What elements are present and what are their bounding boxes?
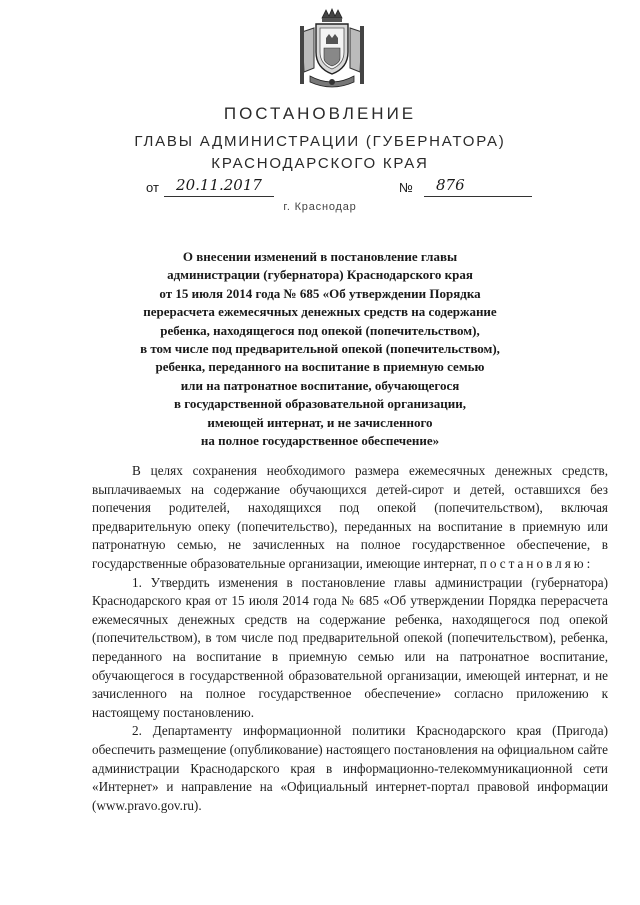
title-line: в государственной образовательной организации,: [174, 396, 466, 412]
title-line: от 15 июля 2014 года № 685 «Об утверждении Порядка: [159, 285, 481, 301]
issuer-line-1: ГЛАВЫ АДМИНИСТРАЦИИ (ГУБЕРНАТОРА): [134, 133, 506, 150]
title-line: перерасчета ежемесячных денежных средств на содержание: [143, 304, 497, 320]
number-field: [424, 176, 532, 197]
title-line: или на патронатное воспитание, обучающегося: [180, 377, 460, 393]
document-type: ПОСТАНОВЛЕНИЕ: [223, 104, 417, 123]
title-line: О внесении изменений в постановление главы: [182, 249, 458, 264]
title-line: ребенка, переданного на воспитание в приемную семью: [155, 359, 485, 375]
issuer-line-2: КРАСНОДАРСКОГО КРАЯ: [211, 155, 429, 172]
preamble-text: В целях сохранения необходимого размера ежемесячных денежных средств, выплачиваемых на содержание обучающихся детей-сирот и детей, оставшихся без попечения родителей, находящихся под опекой (попечительством), включая предварительную опеку (попечительство), переданных на воспитание в приемную или патронатную семью, не зачисленных на полное государственное обеспечение, в государственные образовательные организации, имеющие интернат,: [92, 463, 608, 571]
number-label: №: [399, 180, 413, 195]
city-label: г. Краснодар: [283, 201, 357, 213]
date-label: от: [146, 180, 159, 195]
resolution-title: [80, 248, 560, 450]
coat-of-arms-icon: [296, 8, 368, 90]
item-1-paragraph: 1. Утвердить изменения в постановление главы администрации (губернатора) Краснодарского края от 15 июля 2014 года № 685 «Об утверждении Порядка перерасчета ежемесячных денежных средств на содержание ребенка, находящегося под опекой (попечительством), в том числе под предварительной опекой (попечительством), ребенка, переданного на воспитание в приемную семью или на патронатное воспитание, обучающегося в государственной образовательной организации, имеющей интернат, и не зачисленного на полное государственное обеспечение» согласно приложению к настоящему постановлению.: [92, 574, 608, 720]
title-line: в том числе под предварительной опекой (попечительством),: [140, 341, 500, 357]
preamble-paragraph: [92, 462, 608, 574]
decree-word: постановляю:: [479, 555, 594, 571]
title-line: имеющей интернат, и не зачисленного: [207, 414, 433, 430]
title-line: ребенка, находящегося под опекой (попечительством),: [160, 322, 480, 338]
number-value: 876: [436, 176, 465, 194]
title-line: на полное государственное обеспечение»: [200, 433, 440, 449]
document-body: [92, 462, 608, 815]
item-2-paragraph: 2. Департаменту информационной политики Краснодарского края (Пригода) обеспечить размещение (опубликование) настоящего постановления на официальном сайте администрации Краснодарского края в информационно-телекоммуникационной сети «Интернет» и направление на «Официальный интернет-портал правовой информации (www.pravo.gov.ru).: [92, 723, 608, 813]
title-line: администрации (губернатора) Краснодарского края: [167, 267, 473, 283]
date-field: 20.11.2017: [164, 176, 274, 197]
